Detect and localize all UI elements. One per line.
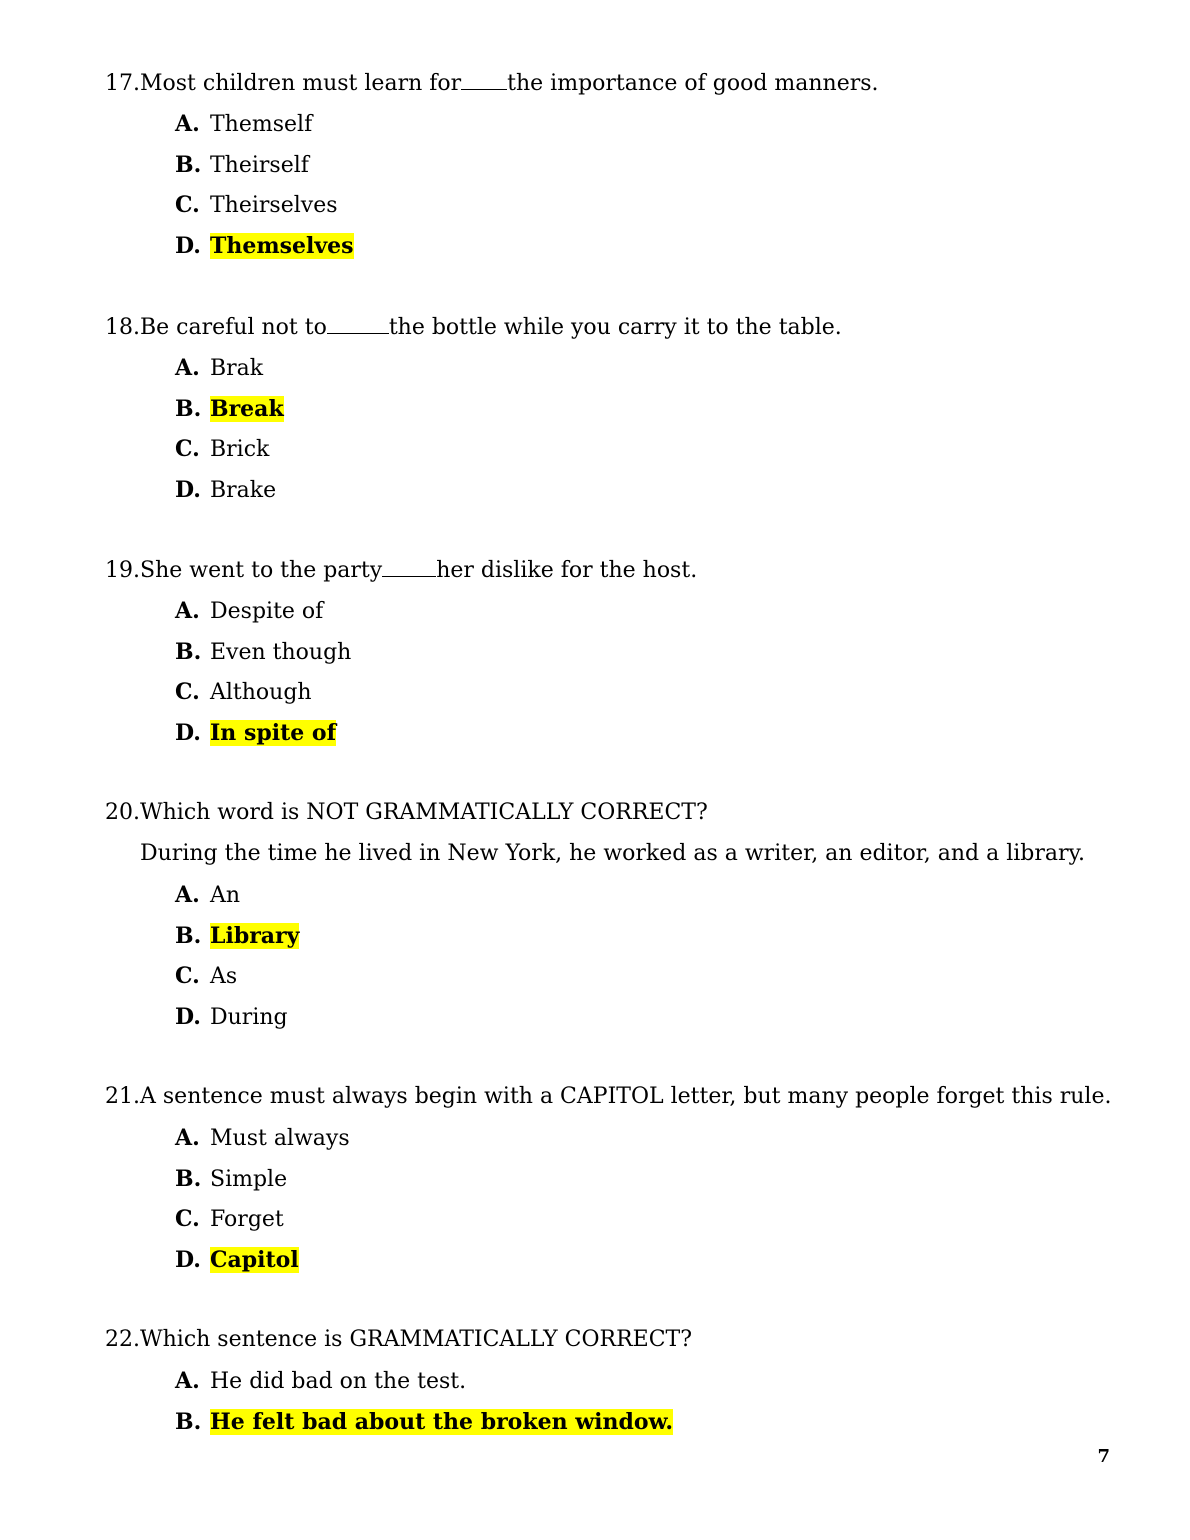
option-text: Even though bbox=[210, 639, 352, 665]
option-letter: B. bbox=[175, 395, 202, 422]
option-letter: D. bbox=[175, 720, 201, 747]
stem-text: A sentence must always begin with a CAPITOL letter, but many people forget this rule. bbox=[140, 1084, 1112, 1109]
option-a bbox=[175, 881, 1105, 909]
option-d bbox=[175, 719, 1105, 747]
question-passage: During the time he lived in New York, he worked as a writer, an editor, and a library. bbox=[140, 841, 1086, 866]
option-b bbox=[175, 1165, 1105, 1193]
question-19 bbox=[105, 556, 1105, 760]
option-letter: D. bbox=[175, 233, 201, 260]
option-text-correct-highlighted: Capitol bbox=[210, 1247, 299, 1274]
stem-text-after-blank: the importance of good manners. bbox=[507, 71, 879, 96]
option-text: Themself bbox=[210, 112, 313, 137]
option-letter: B. bbox=[175, 1165, 202, 1192]
option-b bbox=[175, 922, 1105, 950]
option-a bbox=[175, 1367, 1105, 1395]
options-list bbox=[105, 354, 1105, 504]
option-b bbox=[175, 638, 1105, 666]
option-text: Theirselves bbox=[210, 193, 338, 219]
option-a bbox=[175, 354, 1105, 382]
option-text-correct-highlighted: Break bbox=[210, 395, 284, 422]
option-text: Although bbox=[210, 680, 312, 706]
question-20 bbox=[105, 799, 1105, 1044]
question-stem bbox=[105, 1326, 1105, 1354]
option-d bbox=[175, 476, 1105, 504]
option-letter: A. bbox=[175, 882, 200, 908]
answer-blank bbox=[461, 69, 507, 90]
question-number: 19. bbox=[105, 558, 140, 583]
option-a bbox=[175, 110, 1105, 138]
option-a bbox=[175, 1124, 1105, 1152]
option-text: He did bad on the test. bbox=[210, 1369, 467, 1394]
question-stem bbox=[105, 69, 1105, 97]
question-number: 21. bbox=[105, 1084, 140, 1109]
option-text-correct-highlighted: Library bbox=[210, 922, 300, 949]
option-letter: C. bbox=[175, 963, 200, 990]
option-letter: C. bbox=[175, 436, 200, 463]
answer-blank bbox=[382, 556, 436, 577]
question-number: 20. bbox=[105, 800, 140, 825]
question-number: 18. bbox=[105, 315, 140, 340]
options-list bbox=[105, 881, 1105, 1031]
page-number: 7 bbox=[1097, 1446, 1110, 1467]
option-d bbox=[175, 232, 1105, 260]
option-letter: B. bbox=[175, 638, 202, 665]
option-a bbox=[175, 597, 1105, 625]
option-letter: B. bbox=[175, 1408, 202, 1435]
stem-text-before-blank: Most children must learn for bbox=[140, 71, 462, 96]
question-stem bbox=[105, 556, 1105, 584]
option-letter: B. bbox=[175, 922, 202, 949]
question-stem bbox=[105, 313, 1105, 341]
option-letter: C. bbox=[175, 1206, 200, 1233]
option-text: Simple bbox=[210, 1166, 288, 1192]
stem-text-after-blank: her dislike for the host. bbox=[436, 558, 698, 583]
option-letter: A. bbox=[175, 111, 200, 137]
option-d bbox=[175, 1003, 1105, 1031]
options-list bbox=[105, 1124, 1105, 1274]
stem-text-before-blank: Be careful not to bbox=[140, 315, 327, 340]
option-text-correct-highlighted: Themselves bbox=[210, 233, 354, 260]
question-stem bbox=[105, 1083, 1112, 1111]
stem-text: Which sentence is GRAMMATICALLY CORRECT? bbox=[140, 1327, 692, 1352]
option-text: As bbox=[210, 964, 238, 990]
option-text: Brick bbox=[210, 437, 270, 463]
stem-text-after-blank: the bottle while you carry it to the table. bbox=[388, 315, 842, 340]
question-stem bbox=[105, 799, 1105, 827]
question-18 bbox=[105, 313, 1105, 517]
option-letter: A. bbox=[175, 1125, 200, 1151]
option-letter: D. bbox=[175, 1247, 201, 1274]
option-c bbox=[175, 435, 1105, 463]
stem-text-before-blank: She went to the party bbox=[140, 558, 383, 583]
options-list bbox=[105, 110, 1105, 260]
question-22 bbox=[105, 1326, 1105, 1448]
option-letter: A. bbox=[175, 1368, 200, 1394]
option-letter: D. bbox=[175, 1004, 201, 1031]
option-text: Brak bbox=[210, 356, 264, 381]
option-b bbox=[175, 151, 1105, 179]
option-letter: C. bbox=[175, 679, 200, 706]
option-c bbox=[175, 962, 1105, 990]
option-c bbox=[175, 678, 1105, 706]
option-letter: A. bbox=[175, 355, 200, 381]
question-number: 17. bbox=[105, 71, 140, 96]
answer-blank bbox=[327, 313, 389, 334]
option-text: Forget bbox=[210, 1207, 284, 1233]
option-b bbox=[175, 395, 1105, 423]
question-17 bbox=[105, 69, 1105, 273]
option-c bbox=[175, 1205, 1105, 1233]
stem-text: Which word is NOT GRAMMATICALLY CORRECT? bbox=[140, 800, 708, 825]
question-21 bbox=[105, 1083, 1112, 1287]
option-letter: D. bbox=[175, 477, 201, 504]
question-number: 22. bbox=[105, 1327, 140, 1352]
option-text: An bbox=[210, 883, 241, 908]
option-text: During bbox=[210, 1005, 288, 1031]
option-letter: A. bbox=[175, 598, 200, 624]
option-text: Must always bbox=[210, 1126, 350, 1151]
option-b bbox=[175, 1408, 1105, 1436]
option-text: Theirself bbox=[210, 152, 309, 178]
option-letter: C. bbox=[175, 192, 200, 219]
option-text: Brake bbox=[210, 478, 277, 504]
option-text-correct-highlighted: In spite of bbox=[210, 720, 337, 747]
options-list bbox=[105, 1367, 1105, 1436]
option-d bbox=[175, 1246, 1105, 1274]
option-letter: B. bbox=[175, 151, 202, 178]
option-text-correct-highlighted: He felt bad about the broken window. bbox=[210, 1408, 673, 1435]
options-list bbox=[105, 597, 1105, 747]
option-c bbox=[175, 191, 1105, 219]
option-text: Despite of bbox=[210, 599, 324, 624]
